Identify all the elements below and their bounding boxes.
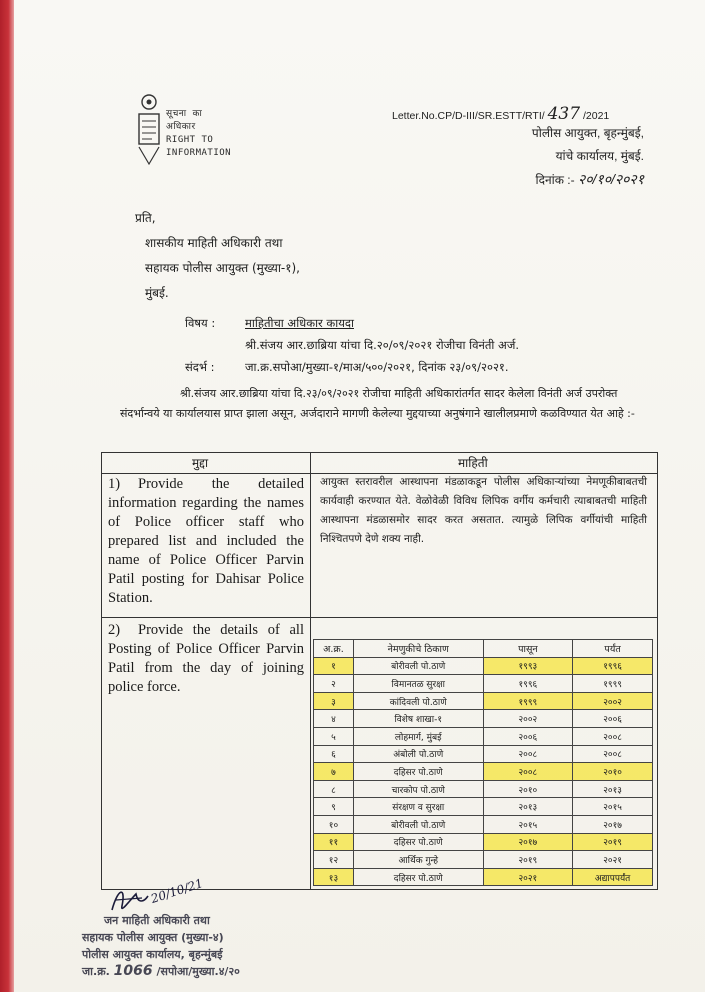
table-header-information: माहिती — [458, 456, 488, 470]
recipient-line-2: सहायक पोलीस आयुक्त (मुख्या-१), — [145, 261, 301, 275]
stamp-ref-handwritten: 1066 — [113, 963, 153, 979]
posting-cell-sr: ४ — [314, 710, 354, 728]
letter-number-prefix: Letter.No.CP/D-III/SR.ESTT/RTI/ — [392, 110, 545, 122]
question-1-number: 1) — [108, 476, 121, 492]
posting-row — [314, 833, 653, 851]
response-table — [101, 452, 658, 890]
posting-cell-from: २०१५ — [483, 815, 573, 833]
posting-row — [314, 675, 653, 693]
posting-cell-sr: १२ — [314, 851, 354, 869]
subject-label: विषय : — [185, 316, 216, 330]
reference-text: जा.क्र.सपोआ/मुख्या-१/माअ/५००/२०२१, दिनांक २३/०९/२०२१. — [245, 360, 509, 374]
posting-cell-from: १९९३ — [483, 657, 573, 675]
subject-line-2: श्री.संजय आर.छाब्रिया यांचा दि.२०/०९/२०२१ रोजीचा विनंती अर्ज. — [245, 338, 520, 352]
posting-cell-sr: ७ — [314, 763, 354, 781]
posting-cell-to: १९९६ — [573, 657, 653, 675]
posting-cell-to: २०१३ — [573, 780, 653, 798]
posting-cell-from: २०१९ — [483, 851, 573, 869]
letter-number-handwritten: 437 — [547, 104, 581, 124]
rti-logo-text — [166, 108, 231, 160]
posting-row — [314, 745, 653, 763]
table-row-divider — [102, 617, 657, 618]
posting-cell-sr: ५ — [314, 727, 354, 745]
posting-cell-place: बोरीवली पो.ठाणे — [353, 657, 483, 675]
posting-cell-place: संरक्षण व सुरक्षा — [353, 798, 483, 816]
posting-cell-sr: ८ — [314, 780, 354, 798]
posting-cell-sr: १० — [314, 815, 354, 833]
posting-row — [314, 868, 653, 886]
recipient-line-3: मुंबई. — [145, 286, 169, 300]
posting-row — [314, 798, 653, 816]
letter-date — [535, 170, 644, 189]
posting-cell-sr: १३ — [314, 868, 354, 886]
question-2-number: 2) — [108, 622, 121, 638]
posting-cell-place: आर्थिक गुन्हे — [353, 851, 483, 869]
posting-cell-from: २००६ — [483, 727, 573, 745]
logo-text-hindi-2: अधिकार — [166, 122, 196, 132]
posting-cell-to: १९९९ — [573, 675, 653, 693]
posting-cell-place: दहिसर पो.ठाणे — [353, 763, 483, 781]
subject-title: माहितीचा अधिकार कायदा — [245, 316, 354, 330]
posting-cell-to: २००८ — [573, 745, 653, 763]
office-line-1: पोलीस आयुक्त, बृहन्मुंबई, — [531, 126, 644, 140]
posting-row — [314, 727, 653, 745]
posting-cell-sr: ११ — [314, 833, 354, 851]
posting-cell-place: दहिसर पो.ठाणे — [353, 868, 483, 886]
posting-cell-place: चारकोप पो.ठाणे — [353, 780, 483, 798]
rti-emblem-icon — [136, 92, 162, 172]
posting-cell-place: विमानतळ सुरक्षा — [353, 675, 483, 693]
signature-date-handwritten: 20/10/21 — [149, 876, 205, 906]
postings-table — [313, 639, 653, 886]
posting-cell-from: २०१० — [483, 780, 573, 798]
posting-cell-from: २०१७ — [483, 833, 573, 851]
posting-cell-place: कांदिवली पो.ठाणे — [353, 692, 483, 710]
posting-cell-from: २००२ — [483, 710, 573, 728]
posting-cell-sr: १ — [314, 657, 354, 675]
stamp-ref-prefix: जा.क्र. — [82, 965, 110, 978]
recipient-salutation: प्रति, — [135, 211, 156, 225]
posting-cell-from: २०२१ — [483, 868, 573, 886]
postings-header-to: पर्यंत — [573, 640, 653, 658]
posting-cell-from: १९९६ — [483, 675, 573, 693]
office-line-2: यांचे कार्यालय, मुंबई. — [555, 149, 644, 163]
table-column-divider — [310, 453, 311, 889]
posting-cell-sr: ९ — [314, 798, 354, 816]
answer-1: आयुक्त स्तरावरील आस्थापना मंडळाकडून पोलीस अधिकाऱ्यांच्या नेमणूकीबाबतची कार्यवाही करण्यात येते. वेळोवेळी विविध लिपिक वर्गीय कर्मचारी त्याबाबतची माहिती आस्थापना मंडळासमोर सादर करत असतात. त्यामुळे लिपिक वर्गीयांची माहिती निश्चितपणे देणे शक्य नाही. — [320, 476, 647, 545]
posting-cell-from: १९९९ — [483, 692, 573, 710]
posting-cell-from: २००८ — [483, 763, 573, 781]
red-binding-edge — [0, 0, 14, 992]
stamp-line-3: पोलीस आयुक्त कार्यालय, बृहन्मुंबई — [82, 948, 223, 961]
date-label: दिनांक :- — [535, 173, 575, 187]
posting-cell-to: २००६ — [573, 710, 653, 728]
posting-cell-to: अद्यापपर्यंत — [573, 868, 653, 886]
logo-text-english-1: RIGHT TO — [166, 135, 214, 145]
posting-cell-to: २०१७ — [573, 815, 653, 833]
postings-header-row — [314, 640, 653, 658]
stamp-line-1: जन माहिती अधिकारी तथा — [104, 914, 210, 927]
posting-cell-to: २००२ — [573, 692, 653, 710]
posting-cell-from: २००८ — [483, 745, 573, 763]
posting-cell-to: २०१५ — [573, 798, 653, 816]
table-header-issue: मुद्दा — [192, 456, 209, 470]
posting-cell-sr: २ — [314, 675, 354, 693]
logo-text-hindi-1: सूचना का — [166, 109, 203, 119]
posting-cell-to: २०२१ — [573, 851, 653, 869]
recipient-block — [135, 206, 300, 306]
subject-block — [185, 312, 519, 378]
posting-row — [314, 780, 653, 798]
posting-row — [314, 710, 653, 728]
posting-cell-place: दहिसर पो.ठाणे — [353, 833, 483, 851]
date-value-handwritten: २०/१०/२०२१ — [577, 171, 644, 187]
question-1-text: Provide the detailed information regarding the names of Police officer staff who prepared list and included the name of Police Officer Parvin Patil posting for Dahisar Police Station. — [108, 476, 304, 606]
question-2 — [108, 621, 304, 697]
posting-row — [314, 815, 653, 833]
logo-text-english-2: INFORMATION — [166, 148, 232, 158]
postings-header-place: नेमणुकीचे ठिकाण — [353, 640, 483, 658]
posting-row — [314, 851, 653, 869]
posting-cell-place: अंबोली पो.ठाणे — [353, 745, 483, 763]
postings-header-sr: अ.क्र. — [314, 640, 354, 658]
rti-logo — [136, 92, 246, 172]
posting-cell-from: २०१३ — [483, 798, 573, 816]
posting-cell-sr: ६ — [314, 745, 354, 763]
question-1 — [108, 475, 304, 608]
posting-cell-to: २०१० — [573, 763, 653, 781]
posting-row — [314, 657, 653, 675]
posting-cell-place: विशेष शाखा-१ — [353, 710, 483, 728]
posting-cell-place: लोहमार्ग, मुंबई — [353, 727, 483, 745]
posting-cell-to: २०१९ — [573, 833, 653, 851]
posting-cell-place: बोरीवली पो.ठाणे — [353, 815, 483, 833]
letter-number-year: /2021 — [582, 110, 610, 122]
official-stamp — [82, 912, 240, 980]
letter-number — [392, 104, 609, 124]
question-2-text: Provide the details of all Posting of Police Officer Parvin Patil from the day of joining police force. — [108, 622, 304, 695]
postings-header-from: पासून — [483, 640, 573, 658]
stamp-ref-suffix: /सपोआ/मुख्या.४/२० — [156, 965, 240, 978]
recipient-line-1: शासकीय माहिती अधिकारी तथा — [145, 236, 283, 250]
posting-cell-sr: ३ — [314, 692, 354, 710]
posting-cell-to: २००८ — [573, 727, 653, 745]
reference-label: संदर्भ : — [185, 360, 215, 374]
posting-row — [314, 692, 653, 710]
intro-paragraph: श्री.संजय आर.छाब्रिया यांचा दि.२३/०९/२०२१ रोजीचा माहिती अधिकारांतर्गत सादर केलेला विनंती अर्ज उपरोक्त संदर्भान्वये या कार्यालयास प्राप्त झाला असून, अर्जदाराने मागणी केलेल्या मुद्दयाच्या अनुषंगाने खालीलप्रमाणे कळविण्यात येत आहे :- — [120, 387, 635, 420]
posting-row — [314, 763, 653, 781]
stamp-line-2: सहायक पोलीस आयुक्त (मुख्या-४) — [82, 931, 224, 944]
